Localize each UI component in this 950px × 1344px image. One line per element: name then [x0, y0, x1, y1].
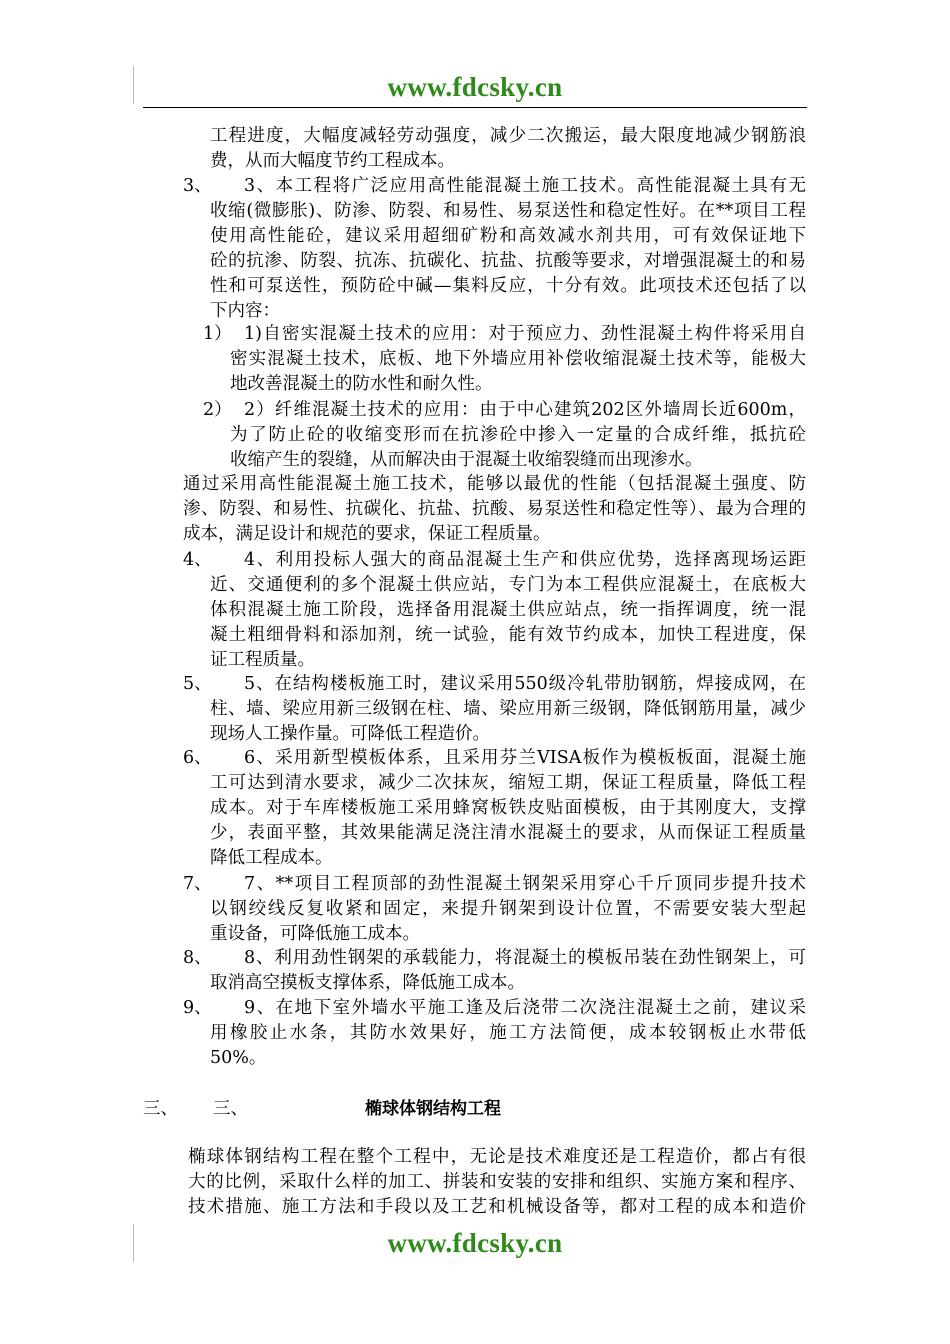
section-number: 三、 — [213, 1099, 248, 1119]
paragraph-line: 通过采用高性能混凝土施工技术，能够以最优的性能（包括混凝土强度、防 — [183, 474, 806, 494]
list-item-text-line: 现场人工操作量。可降低工程造价。 — [210, 723, 490, 744]
list-item-text-line: 50%。 — [210, 1047, 267, 1068]
header-url: www.fdcsky.cn — [387, 72, 563, 102]
paragraph-line: 工程进度，大幅度减轻劳动强度，减少二次搬运，最大限度地减少钢筋浪 — [210, 126, 806, 146]
list-item-text-line: 柱、墙、梁应用新三级钢在柱、墙、梁应用新三级钢，降低钢筋用量，减少 — [210, 698, 806, 719]
list-item-text-line: 用橡胶止水条，其防水效果好，施工方法简便，成本较钢板止水带低 — [210, 1022, 806, 1043]
list-item-text-line: 下内容： — [210, 300, 280, 321]
list-number: 3、 — [183, 176, 212, 196]
list-item-text-line: 7、**项目工程顶部的劲性混凝土钢架采用穿心千斤顶同步提升技术 — [244, 874, 806, 894]
paragraph-line: 渗、防裂、和易性、抗碳化、抗盐、抗酸、易泵送性和稳定性等）、最为合理的 — [183, 498, 806, 519]
list-item-text-line: 体积混凝土施工阶段，选择备用混凝土供应站点，统一指挥调度，统一混 — [210, 599, 806, 620]
list-item-text-line: 6、采用新型模板体系，且采用芬兰VISA板作为模板板面，混凝土施 — [244, 748, 806, 768]
sub-list-item-text-line: 密实混凝土技术，底板、地下外墙应用补偿收缩混凝土技术等，能极大 — [230, 348, 806, 369]
sub-list-item-text-line: 1)自密实混凝土技术的应用：对于预应力、劲性混凝土构件将采用自 — [244, 324, 806, 344]
list-number: 9、 — [183, 998, 212, 1018]
paragraph-line: 费，从而大幅度节约工程成本。 — [210, 150, 455, 171]
list-item-text-line: 降低工程成本。 — [210, 847, 333, 868]
list-item-text-line: 证工程质量。 — [210, 649, 315, 670]
list-item-text-line: 以钢绞线反复收紧和固定，来提升钢架到设计位置，不需要安装大型起 — [210, 898, 806, 919]
sub-list-item-text-line: 为了防止砼的收缩变形而在抗渗砼中掺入一定量的合成纤维，抵抗砼 — [230, 424, 806, 445]
section-title: 椭球体钢结构工程 — [365, 1099, 501, 1119]
list-item-text-line: 8、利用劲性钢架的承载能力，将混凝土的模板吊装在劲性钢架上，可 — [244, 948, 806, 968]
section-number: 三、 — [143, 1099, 178, 1119]
list-number: 5、 — [183, 674, 212, 694]
list-item-text-line: 4、利用投标人强大的商品混凝土生产和供应优势，选择离现场运距 — [244, 550, 806, 570]
footer-url: www.fdcsky.cn — [387, 1228, 563, 1258]
list-item-text-line: 近、交通便利的多个混凝土供应站，专门为本工程供应混凝土，在底板大 — [210, 574, 806, 595]
sub-list-number: 1） — [203, 324, 232, 344]
list-item-text-line: 取消高空摸板支撑体系，降低施工成本。 — [210, 972, 525, 993]
list-item-text-line: 工可达到清水要求，减少二次抹灰，缩短工期，保证工程质量，降低工程 — [210, 772, 806, 793]
header-rule — [143, 107, 807, 108]
list-number: 8、 — [183, 948, 212, 968]
sub-list-number: 2） — [203, 400, 232, 420]
list-item-text-line: 凝土粗细骨料和添加剂，统一试验，能有效节约成本，加快工程进度，保 — [210, 624, 806, 645]
paragraph-line: 椭球体钢结构工程在整个工程中，无论是技术难度还是工程造价，都占有很 — [188, 1147, 806, 1167]
list-number: 4、 — [183, 550, 212, 570]
list-item-text-line: 少，表面平整，其效果能满足浇注清水混凝土的要求，从而保证工程质量 — [210, 822, 806, 843]
list-item-text-line: 9、在地下室外墙水平施工逢及后浇带二次浇注混凝土之前，建议采 — [244, 998, 806, 1018]
list-item-text-line: 使用高性能砼，建议采用超细矿粉和高效减水剂共用，可有效保证地下 — [210, 225, 806, 246]
sub-list-item-text-line: 2）纤维混凝土技术的应用：由于中心建筑202区外墙周长近600m， — [244, 400, 806, 420]
list-item-text-line: 重设备，可降低施工成本。 — [210, 923, 420, 944]
paragraph-line: 大的比例，采取什么样的加工、拼装和安装的安排和组织、实施方案和程序、 — [188, 1171, 806, 1192]
paragraph-line: 成本，满足设计和规范的要求，保证工程质量。 — [183, 523, 551, 544]
list-item-text-line: 5、在结构楼板施工时，建议采用550级冷轧带肋钢筋，焊接成网，在 — [244, 674, 806, 694]
list-item-text-line: 性和可泵送性，预防砼中碱—集料反应，十分有效。此项技术还包括了以 — [210, 275, 806, 296]
list-item-text-line: 成本。对于车库楼板施工采用蜂窝板铁皮贴面模板，由于其刚度大，支撑 — [210, 797, 806, 818]
list-item-text-line: 砼的抗渗、防裂、抗冻、抗碳化、抗盐、抗酸等要求，对增强混凝土的和易 — [210, 250, 806, 271]
list-number: 6、 — [183, 748, 212, 768]
sub-list-item-text-line: 地改善混凝土的防水性和耐久性。 — [230, 373, 493, 394]
list-item-text-line: 收缩(微膨胀)、防渗、防裂、和易性、易泵送性和稳定性好。在**项目工程 — [210, 200, 806, 221]
sub-list-item-text-line: 收缩产生的裂缝，从而解决由于混凝土收缩裂缝而出现渗水。 — [230, 449, 703, 470]
list-item-text-line: 3、本工程将广泛应用高性能混凝土施工技术。高性能混凝土具有无 — [244, 176, 806, 196]
list-number: 7、 — [183, 874, 212, 894]
paragraph-line: 技术措施、施工方法和手段以及工艺和机械设备等，都对工程的成本和造价 — [188, 1196, 806, 1217]
